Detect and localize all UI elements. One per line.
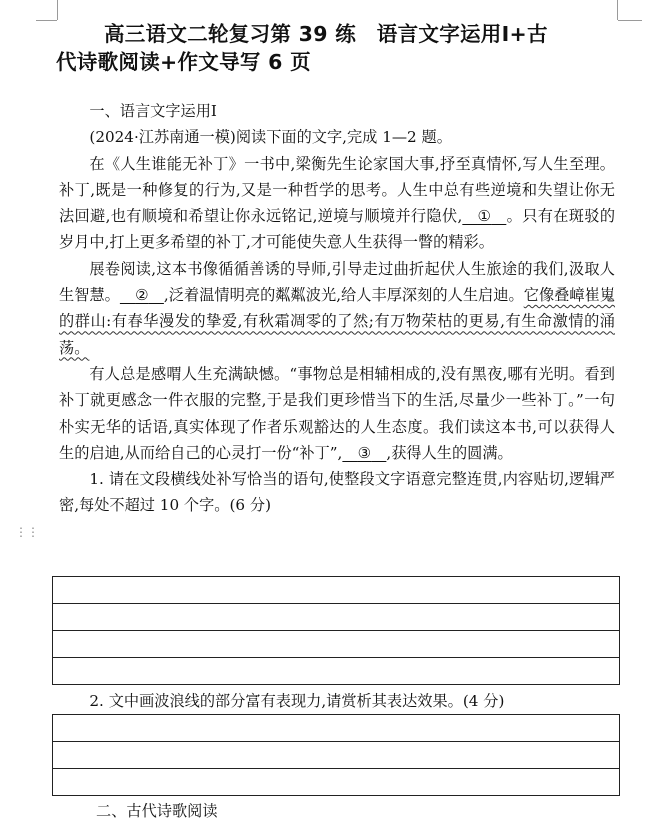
answer-box-1[interactable] [52, 576, 620, 685]
passage-paragraph-3: 有人总是感喟人生充满缺憾。“事物总是相辅相成的,没有黑夜,哪有光明。看到补丁就更感念一件衣服的完整,于是我们更珍惜当下的生活,尽量少一些补丁。”一句朴实无华的话语,真实体现了作者乐观豁达的人生态度。我们读这本书,可以获得人生的启迪,从而给自己的心灵打一份“补丁”, ③ ,获得人生的圆满。 [59, 361, 615, 466]
document-title [56, 20, 626, 76]
title-line-1: 高三语文二轮复习第 39 练 语言文字运用Ⅰ+古 [104, 22, 548, 46]
section-1-heading: 一、语言文字运用Ⅰ [89, 102, 217, 120]
crop-mark-top-right-v [617, 0, 618, 20]
answer-line[interactable] [53, 658, 620, 685]
crop-mark-top-left-h [36, 20, 57, 21]
answer-line[interactable] [53, 604, 620, 631]
answer-line[interactable] [53, 631, 620, 658]
question-1: 1. 请在文段横线处补写恰当的语句,使整段文字语意完整连贯,内容贴切,逻辑严密,每处不超过 10 个字。(6 分) [59, 470, 615, 515]
answer-line[interactable] [53, 769, 620, 796]
question-2-block [59, 688, 615, 714]
blank-1: ① [477, 207, 492, 226]
answer-line[interactable] [53, 742, 620, 769]
blank-2: ② [135, 286, 149, 305]
drag-handle-icon[interactable]: ⋮⋮ [15, 525, 39, 539]
answer-line[interactable] [53, 715, 620, 742]
title-line-2: 代诗歌阅读+作文导写 6 页 [56, 50, 311, 74]
answer-box-2[interactable] [52, 714, 620, 796]
document-body [59, 98, 615, 519]
source-note: (2024·江苏南通一模)阅读下面的文字,完成 1—2 题。 [89, 128, 452, 147]
wavy-underlined-text: 它像叠嶂崔嵬的群山:有春华漫发的挚爱,有秋霜凋零的了然;有万物荣枯的更易,有生命激情的涌荡。 [59, 286, 616, 357]
passage-paragraph-2: 展卷阅读,这本书像循循善诱的导师,引导走过曲折起伏人生旅途的我们,汲取人生智慧。 ② ,泛着温情明亮的粼粼波光,给人丰厚深刻的人生启迪。它像叠嶂崔嵬的群山:有春华漫发的挚爱,有秋霜凋零的了然;有万物荣枯的更易,有生命激情的涌荡。 [59, 259, 616, 357]
question-2: 2. 文中画波浪线的部分富有表现力,请赏析其表达效果。(4 分) [89, 692, 505, 710]
answer-line[interactable] [53, 577, 620, 604]
section-2-heading: 二、古代诗歌阅读 [96, 802, 218, 820]
passage-paragraph-1: 在《人生谁能无补丁》一书中,梁衡先生论家国大事,抒至真情怀,写人生至理。补丁,既是一种修复的行为,又是一种哲学的思考。人生中总有些逆境和失望让你无法回避,也有顺境和希望让你永远铭记,逆境与顺境并行隐伏, ① 。只有在斑驳的岁月中,打上更多希望的补丁,才可能使失意人生获得一瞥的精彩。 [59, 154, 616, 252]
crop-mark-top-left-v [57, 0, 58, 20]
blank-3: ③ [357, 443, 372, 462]
